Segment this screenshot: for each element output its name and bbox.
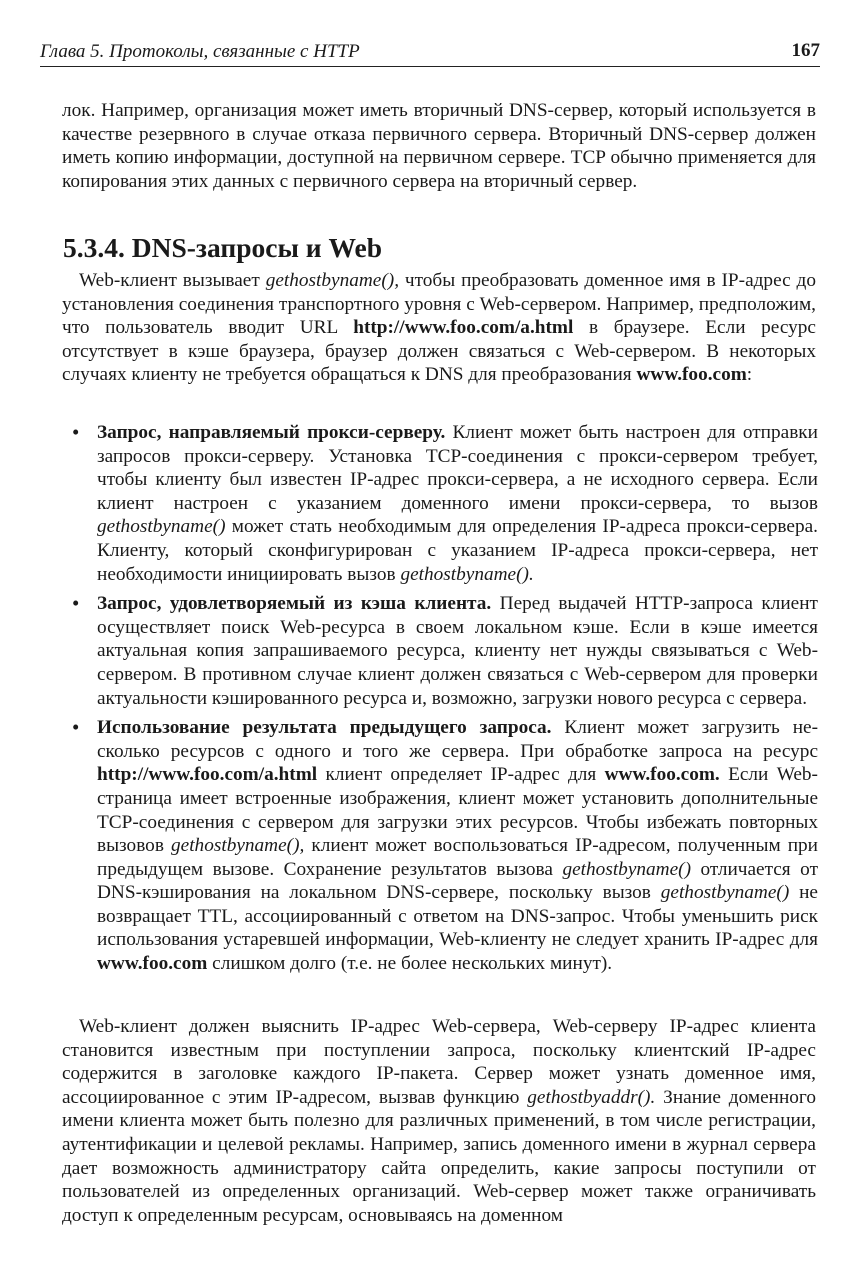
bullet-text: Перед выдачей HTTP-запроса клиент осуществляет поиск Web-ресурса в своем локальном кэше. Если в кэше имеется актуальная копия запрашиваемого ресурса, клиенту нет нужды связываться с Web-сервером. В противном случае клиент должен связаться с Web-сервером для проверки актуальности кэшированного ресурса и, возможно, загрузки нового ресурса с сервера. [97,593,818,709]
bullet-text: слишком долго (т.е. не более нескольких минут). [207,953,613,975]
bullet-text: Клиент может быть настроен для отправки запросов прокси-серверу. Установка TCP-соединения с прокси-сервером требует, чтобы клиенту был известен IP-адрес прокси-сервера, а не исходного сервера. Если клиент настроен с указанием доменного имени прокси-сервера, то вызов [97,422,818,514]
chapter-title: Глава 5. Протоколы, связанные с HTTP [40,41,360,62]
main-text-4: : [746,364,753,386]
url-text: http://www.foo.com/a.html [353,317,574,339]
bullet-item-previous-result [62,716,818,976]
section-heading: 5.3.4. DNS-запросы и Web [63,232,383,263]
running-header [40,38,820,67]
function-name: gethostbyname() [97,516,226,538]
function-name: gethostbyname() [562,858,691,880]
bullet-text: может стать необходимым для определения IP-адреса прокси-сервера. Клиенту, который сконфигурирован с указанием IP-адреса прокси-сервера, нет необходимости инициировать вызов [97,516,818,585]
bullet-text: отличается от DNS-кэширования на локальном DNS-сервере, поскольку вызов [97,858,818,904]
host-name: www.foo.com. [604,764,720,786]
bullet-title: Запрос, направляемый прокси-серверу. [97,422,446,443]
main-text-2: чтобы преобразовать доменное имя в IP-адрес до установления соединения транспортного уровня с Web-сервером. Например, предположим, что пользователь вводит URL [62,270,817,339]
bullet-item-proxy [62,421,818,586]
function-name: gethostbyname(). [400,563,534,585]
bullet-text: клиент может воспользоваться IP-адресом, полученным при предыдущем вызове. Сохранение результатов вызова [97,835,818,880]
bullet-text: Если Web-страница имеет встроенные изображения, клиент может установить дополнительные TCP-соединения с сервером для загрузки этих ресурсов. Чтобы избежать повторных вызовов [97,764,818,857]
host-name: www.foo.com [97,953,208,975]
page-number: 167 [791,40,820,61]
bullet-title: Запрос, удовлетворяемый из кэша клиента. [97,593,492,615]
host-name: www.foo.com [636,364,747,386]
intro-paragraph [62,99,816,193]
main-text-1: Web-клиент вызывает [79,270,266,291]
intro-paragraph-text: лок. Например, организация может иметь вторичный DNS-сервер, который используется в качестве резервного в случае отказа первичного сервера. Вторичный DNS-сервер должен иметь копию информации, доступной на первичном сервере. TCP обычно применяется для копирования этих данных с первичного сервера на вторичный сервер. [62,100,816,192]
url-text: http://www.foo.com/a.html [97,764,318,786]
function-name: gethostbyname() [660,882,790,904]
bullet-item-cache [62,592,818,710]
bullet-text: Клиент может загрузить несколько ресурсов с одного и того же сервера. При обработке запроса на ресурс [97,717,818,762]
bullet-text: клиент определяет IP-адрес для [317,764,605,786]
main-text-3: в браузере. Если ресурс отсутствует в кэше браузера, браузер должен связаться с Web-сервером. В некоторых случаях клиенту не требуется обращаться к DNS для преобразования [62,317,816,386]
function-name: gethostbyname(), [265,270,400,291]
main-paragraph [62,269,816,387]
final-paragraph [62,1015,816,1227]
final-text-1: Web-клиент должен выяснить IP-адрес Web-сервера, Web-серверу IP-адрес клиента становится известным при поступлении запроса, поскольку клиентский IP-адрес содержится в заголовке каждого IP-пакета. Сервер может узнать доменное имя, ассоциированное с этим IP-адресом, вызвав функцию [62,1016,816,1108]
final-text-2: Знание доменного имени клиента может быть полезно для различных применений, в том числе регистрации, аутентификации и целевой рекламы. Например, запись доменного имени в журнал сервера дает возможность администратору сайта определить, какие запросы поступили от пользователей из определенных организаций. Web-сервер может также ограничивать доступ к определенным ресурсам, основываясь на доменном [62,1086,816,1226]
bullet-title: Использование результата предыдущего запроса. [97,717,552,739]
function-name: gethostbyname(), [171,835,305,857]
bullet-text: не возвращает TTL, ассоциированный с ответом на DNS-запрос. Чтобы уменьшить риск использования устаревшей информации, Web-клиенту не следует хранить IP-адрес для [97,882,818,951]
function-name: gethostbyaddr(). [527,1086,656,1108]
bullet-list [62,421,818,976]
